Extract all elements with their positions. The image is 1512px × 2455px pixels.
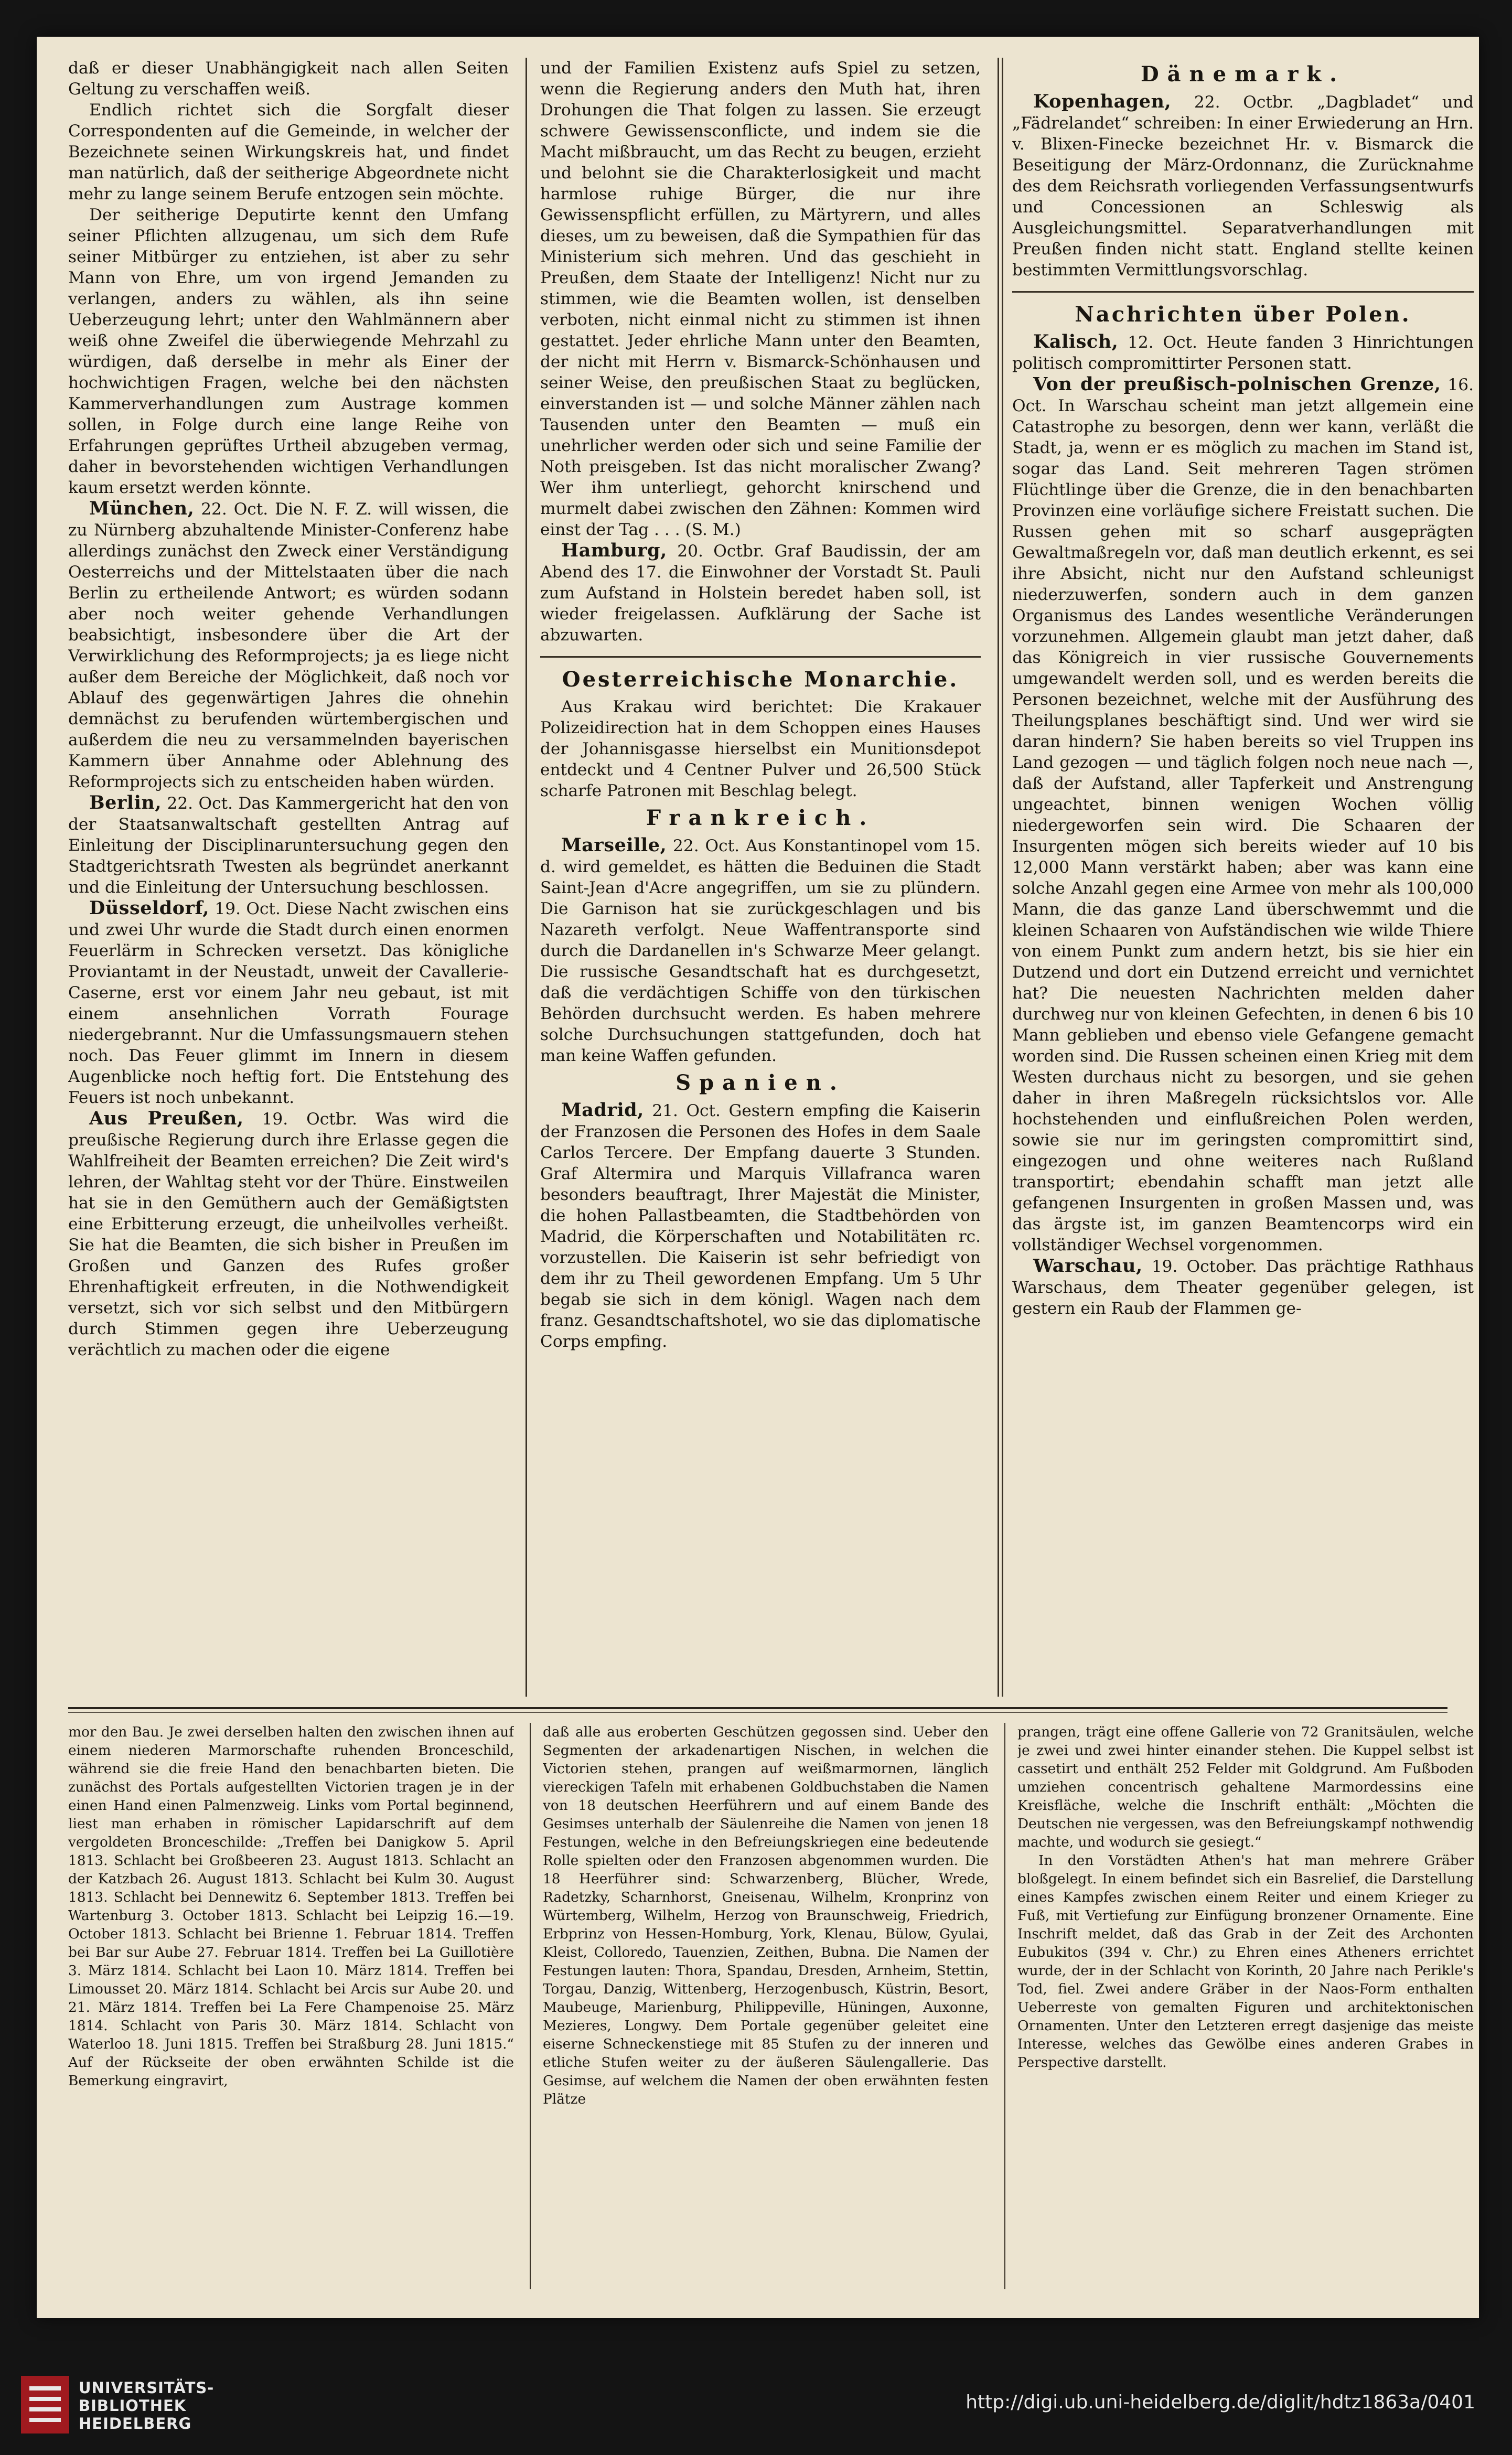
feuilleton-paragraph: daß alle aus eroberten Geschützen gegossen sind. Ueber den Segmenten der arkadenartigen Nischen, in welchen die Victorien stehen, prangen auf weißmarmornen, länglich viereckigen Tafeln mit erhabenen Goldbuchstaben die Namen von 18 deutschen Heerführern und auf einem Bande des Gesimses unterhalb der Säulenreihe die Namen von jenen 18 Festungen, welche in den Befreiungskriegen eine bedeutende Rolle spielten oder den Franzosen abgenommen wurden. Die 18 Heerführer sind: Schwarzenberg, Blücher, Wrede, Radetzky, Scharnhorst, Gneisenau, Wilhelm, Kronprinz von Würtemberg, Wilhelm, Herzog von Braunschweig, Friedrich, Erbprinz von Hessen-Homburg, York, Klenau, Bülow, Gyulai, Kleist, Colloredo, Tauenzien, Zeithen, Bubna. Die Namen der Festungen lauten: Thora, Spandau, Dresden, Arnheim, Stettin, Torgau, Danzig, Wittenberg, Herzogenbusch, Küstrin, Besort, Maubeuge, Marienburg, Philippeville, Hüningen, Auxonne, Mezieres, Longwy. Dem Portale gegenüber geleitet eine eiserne Schneckenstiege mit 85 Stufen zu der inneren und etliche Stufen weiter zu der äußeren Säulengallerie. Das Gesimse, auf welchem die Namen der oben erwähnten festen Plätze	[543, 1724, 989, 2107]
dateline-place: Hamburg,	[561, 540, 667, 561]
article-text: 19. October. Das prächtige Rathhaus Warschaus, dem Theater gegenüber gelegen, ist gestern ein Raub der Flammen ge-	[1012, 1257, 1474, 1318]
newspaper-page	[37, 37, 1479, 2318]
article-paragraph: daß er dieser Unabhängigkeit nach allen Seiten Geltung zu verschaffen weiß.	[68, 59, 509, 99]
article-text: 19. Octbr. Was wird die preußische Regierung durch ihre Erlasse gegen die Wahlfreiheit der Beamten erreichen? Die Zeit wird's lehren, der Wahltag steht vor der Thüre. Einstweilen hat sie in den Gemüthern auch der Gemäßigtsten eine Erbitterung erzeugt, die unheilvolles verheißt. Sie hat die Beamten, die sich bisher in Preußen im Großen und Ganzen des Rufes großer Ehrenhaftigkeit erfreuten, in die Nothwendigkeit versetzt, sich vor sich selbst und den Mitbürgern durch Stimmen gegen ihre Ueberzeugung verächtlich zu machen oder die eigene	[68, 1110, 509, 1359]
section-heading: Nachrichten über Polen.	[1075, 302, 1411, 327]
article-berlin	[68, 792, 509, 898]
article-marseille	[540, 835, 981, 1066]
section-oesterreich	[540, 656, 981, 696]
dateline-place: Düsseldorf,	[89, 897, 210, 919]
article-munchen	[68, 498, 509, 792]
article-kalisch	[1012, 331, 1474, 374]
feuilleton-divider-thin	[68, 1712, 1447, 1713]
library-name-line: BIBLIOTHEK	[79, 2397, 187, 2415]
article-text: 21. Oct. Gestern empfing die Kaiserin der Franzosen die Personen des Hofes in dem Saale Carlos Tercere. Der Empfang dauerte 3 Stunden. Graf Altermira und Marquis Villafranca waren besonders beauftragt, Ihrer Majestät die Minister, die hohen Pallastbeamten, die Stadtbehörden von Madrid, die Körperschaften und Notabilitäten rc. vorzustellen. Die Kaiserin ist sehr befriedigt von dem ihr zu Theil gewordenen Empfang. Um 5 Uhr begab sie sich in dem königl. Wagen nach dem franz. Gesandtschaftshotel, wo sie das diplomatische Corps empfing.	[540, 1101, 981, 1351]
article-kopenhagen	[1012, 91, 1474, 281]
column-3	[1012, 58, 1474, 1697]
section-heading: Oesterreichische Monarchie.	[562, 667, 959, 692]
dateline-place: Marseille,	[561, 834, 667, 856]
article-text: 22. Oct. Die N. F. Z. will wissen, die zu Nürnberg abzuhaltende Minister-Conferenz habe allerdings zunächst den Zweck einer Verständigung Oesterreichs und der Mittelstaaten über die nach Berlin zu ertheilende Antwort; es würden sodann aber noch weiter gehende Verhandlungen beabsichtigt, insbesondere über die Art der Verwirklichung des Reformprojects; ja es liege nicht außer dem Bereiche der Möglichkeit, daß noch vor Ablauf des gegenwärtigen Jahres die ohnehin demnächst zu berufenden würtembergischen und außerdem die neu zu versammelnden bayerischen Kammern über Annahme oder Ablehnung des Reformprojects sich zu entscheiden haben würden.	[68, 500, 509, 791]
feuilleton-columns	[68, 1723, 1474, 2289]
library-seal-icon	[21, 2376, 69, 2433]
feuilleton-divider	[68, 1707, 1447, 1709]
feuilleton-paragraph: In den Vorstädten Athen's hat man mehrere Gräber bloßgelegt. In einem befindet sich ein Basrelief, die Darstellung eines Kampfes zwischen einem Reiter und einem Krieger zu Fuß, mit Vertiefung zur Einfügung bronzener Ornamente. Eine Inschrift meldet, daß das Grab in der Zeit des Archonten Eubukitos (394 v. Chr.) zu Ehren eines Atheners errichtet wurde, der in der Schlacht von Korinth, 20 Jahre nach Perikle's Tod, fiel. Zwei andere Gräber in der Naos-Form enthalten Ueberreste von gemalten Figuren und architektonischen Ornamenten. Unter den Letzteren erregt dasjenige das meiste Interesse, welches das Gewölbe eines anderen Grabes in Perspective darstellt.	[1017, 1852, 1474, 2071]
article-text: 22. Oct. Das Kammergericht hat den von der Staatsanwaltschaft gestellten Antrag auf Einleitung der Disciplinaruntersuchung gegen den Stadtgerichtsrath Twesten als begründet anerkannt und die Einleitung der Untersuchung beschlossen.	[68, 794, 509, 897]
library-name-line: HEIDELBERG	[79, 2415, 192, 2432]
article-preussen	[68, 1108, 509, 1360]
section-heading: Dänemark.	[1140, 62, 1346, 87]
library-name-line: UNIVERSITÄTS-	[79, 2379, 215, 2397]
column-divider	[1002, 58, 1003, 1697]
column-divider	[1004, 1723, 1005, 2289]
article-madrid	[540, 1100, 981, 1352]
article-dusseldorf	[68, 898, 509, 1108]
dateline-place: Kopenhagen,	[1033, 91, 1172, 112]
dateline-place: München,	[89, 498, 195, 519]
column-1	[68, 58, 509, 1697]
top-columns	[68, 58, 1474, 1697]
article-warschau	[1012, 1256, 1474, 1319]
article-grenze	[1012, 374, 1474, 1256]
section-heading: Spanien.	[675, 1070, 845, 1095]
section-polen	[1012, 291, 1474, 331]
feuilleton-paragraph: prangen, trägt eine offene Gallerie von 72 Granitsäulen, welche je zwei und zwei hinter einander stehen. Die Kuppel selbst ist cassetirt und enthält 252 Felder mit Goldgrund. Am Fußboden umziehen concentrisch gehaltene Marmordessins eine Kreisfläche, welche die Inschrift enthält: „Möchten die Deutschen nie vergessen, was den Befreiungskampf nothwendig machte, und wodurch sie gesiegt.“	[1017, 1724, 1474, 1850]
article-paragraph: Endlich richtet sich die Sorgfalt dieser Correspondenten auf die Gemeinde, in welcher der Bezeichnete seinen Wirkungskreis hat, und findet man natürlich, daß der seitherige Abgeordnete nicht mehr zu lange seinem Berufe entzogen sein möchte.	[68, 101, 509, 203]
column-divider	[998, 58, 999, 1697]
feuilleton-column-3	[1017, 1723, 1474, 2289]
article-hamburg	[540, 540, 981, 646]
article-paragraph: und der Familien Existenz aufs Spiel zu setzen, wenn die Regierung anders den Muth hat, ihren Drohungen die That folgen zu lassen. Sie erzeugt schwere Gewissensconflicte, und indem sie die Macht mißbraucht, um das Recht zu beugen, erzieht und belohnt sie die Charakterlosigkeit und macht harmlose ruhige Bürger, die nur ihre Gewissenspflicht erfüllen, zu Märtyrern, und alles dieses, um zu beweisen, daß die Sympathien für das Ministerium sich mehren. Und das geschieht in Preußen, dem Staate der Intelligenz! Nicht nur zu stimmen, wie die Beamten wollen, ist denselben verboten, nicht einmal nicht zu stimmen ist ihnen gestattet. Jeder ehrliche Mann unter den Beamten, der nicht mit Herrn v. Bismarck-Schönhausen und seiner Weise, den preußischen Staat zu beglücken, einverstanden ist — und solche Männer zählen nach Tausenden unter den Beamten — muß ein unehrlicher werden oder sich und seine Familie der Noth preisgeben. Ist das nicht moralischer Zwang? Wer ihm unterliegt, gehorcht knirschend und murmelt dabei zwischen den Zähnen: Kommen wird einst der Tag . . . (S. M.)	[540, 59, 981, 539]
article-text: 22. Oct. Aus Konstantinopel vom 15. d. wird gemeldet, es hätten die Beduinen die Stadt Saint-Jean d'Acre angegriffen, um sie zu plündern. Die Garnison hat sie zurückgeschlagen und bis Nazareth verfolgt. Neue Waffentransporte sind durch die Dardanellen in's Schwarze Meer gelangt. Die russische Gesandtschaft hat es durchgesetzt, daß die verdächtigen Schiffe von den türkischen Behörden durchsucht werden. Es haben mehrere solche Durchsuchungen stattgefunden, doch hat man keine Waffen gefunden.	[540, 837, 981, 1065]
library-name	[79, 2379, 214, 2432]
dateline-place: Von der preußisch-polnischen Grenze,	[1033, 373, 1441, 395]
article-text: 12. Oct. Heute fanden 3 Hinrichtungen politisch compromittirter Personen statt.	[1012, 333, 1474, 373]
feuilleton-column-1	[68, 1723, 514, 2289]
feuilleton-column-2	[543, 1723, 989, 2289]
article-paragraph: Der seitherige Deputirte kennt den Umfang seiner Pflichten allzugenau, um sich dem Rufe seiner Mitbürger zu entziehen, ist aber zu sehr Mann von Ehre, um von irgend Jemanden zu verlangen, anders zu wählen, als ihn seine Ueberzeugung lehrt; unter den Wahlmännern aber weiß ohne Zweifel die überwiegende Mehrzahl zu würdigen, daß derselbe in mehr als Einer der hochwichtigen Fragen, welche bei den nächsten Kammerverhandlungen zum Austrage kommen sollen, in Folge durch eine lange Reihe von Erfahrungen geprüftes Urtheil abzugeben vermag, daher in bevorstehenden wichtigen Verhandlungen kaum ersetzt werden könnte.	[68, 206, 509, 497]
column-2	[540, 58, 981, 1697]
section-heading: Frankreich.	[646, 806, 875, 830]
article-text: 20. Octbr. Graf Baudissin, der am Abend des 17. die Einwohner der Vorstadt St. Pauli zum Aufstand in Holstein beredet haben soll, ist wieder freigelassen. Aufklärung der Sache ist abzuwarten.	[540, 542, 981, 645]
dateline-place: Kalisch,	[1033, 331, 1119, 352]
article-text: 22. Octbr. „Dagbladet“ und „Fädrelandet“ schreiben: In einer Erwiederung an Hrn. v. Blixen-Finecke bezeichnet Hr. v. Bismarck die Beseitigung der März-Ordonnanz, die Zurücknahme des dem Reichsrath vorliegenden Verfassungsentwurfs und Concessionen an Schleswig als Ausgleichungsmittel. Separatverhandlungen mit Preußen finden nicht statt. England stellte keinen bestimmten Vermittlungsvorschlag.	[1012, 93, 1474, 280]
dateline-place: Madrid,	[561, 1099, 644, 1121]
article-krakau: Aus Krakau wird berichtet: Die Krakauer Polizeidirection hat in dem Schoppen eines Hauses der Johannisgasse hierselbst ein Munitionsdepot entdeckt und 4 Centner Pulver und 26,500 Stück scharfe Patronen mit Beschlag belegt.	[540, 698, 981, 800]
permalink-url[interactable]: http://digi.ub.uni-heidelberg.de/diglit/hdtz1863a/0401	[966, 2392, 1475, 2413]
column-divider	[526, 58, 527, 1697]
article-text: 16. Oct. In Warschau scheint man jetzt allgemein eine Catastrophe zu besorgen, denn wer kann, verläßt die Stadt, ja, wenn er es möglich zu machen im Stand ist, sogar das Land. Seit mehreren Tagen strömen Flüchtlinge über die Grenze, die in den benachbarten Provinzen eine vorläufige sichere Freistatt suchen. Die Russen gehen mit so scharf ausgeprägten Gewaltmaßregeln vor, daß man deutlich erkennt, es sei ihre Absicht, nicht nur den Aufstand schleunigst niederzuwerfen, sondern auch in dem ganzen Organismus des Landes wesentliche Veränderungen vorzunehmen. Allgemein glaubt man jetzt daher, daß das Königreich in vier russische Gouvernements umgewandelt werden soll, und es werden bereits die Personen bezeichnet, welche mit der Ausführung des Theilungsplanes beschäftigt sind. Und wer wird sie daran hindern? Sie haben bereits so viel Truppen ins Land gezogen — und täglich folgen noch neue nach —, daß der Aufstand, aller Tapferkeit und Anstrengung ungeachtet, binnen wenigen Wochen völlig niedergeworfen sein wird. Die Schaaren der Insurgenten mögen sich bereits wieder auf 10 bis 12,000 Mann verstärkt haben; aber was kann eine solche Anzahl gegen eine Armee von mehr als 100,000 Mann, die das ganze Land überschwemmt und die kleinen Schaaren von Aufständischen wie wilde Thiere von einem Punkt zum andern hetzt, bis sie hier ein Dutzend und dort ein Dutzend erreicht und vernichtet hat? Die neuesten Nachrichten melden daher durchweg nur von kleinen Gefechten, in denen 6 bis 10 Mann geblieben und ebenso viele Gefangene gemacht worden sind. Die Russen scheinen einen Krieg mit dem Westen durchaus nicht zu besorgen, und sie gehen daher in ihren Maßregeln rücksichtslos vor. Alle hochstehenden und einflußreichen Polen werden, sowie sie nur im geringsten compromittirt sind, eingezogen und ohne weiteres nach Rußland transportirt; ebendahin schafft man jetzt alle gefangenen Insurgenten in großen Massen und, was das ärgste ist, im ganzen Beamtencorps wird ein vollständiger Wechsel vorgenommen.	[1012, 376, 1474, 1255]
column-divider	[530, 1723, 531, 2289]
article-text: 19. Oct. Diese Nacht zwischen eins und zwei Uhr wurde die Stadt durch einen enormen Feuerlärm in Schrecken versetzt. Das königliche Proviantamt in der Neustadt, unweit der Cavallerie-Caserne, erst vor einem Jahr neu gebaut, ist mit einem ansehnlichen Vorrath Fourage niedergebrannt. Nur die Umfassungsmauern stehen noch. Das Feuer glimmt im Innern in diesem Augenblicke noch heftig fort. Die Entstehung des Feuers ist noch unbekannt.	[68, 899, 509, 1107]
dateline-place: Berlin,	[89, 792, 162, 813]
dateline-place: Warschau,	[1033, 1255, 1143, 1277]
dateline-place: Aus Preußen,	[89, 1108, 244, 1129]
library-logo[interactable]	[21, 2376, 241, 2433]
feuilleton-paragraph: mor den Bau. Je zwei derselben halten den zwischen ihnen auf einem niederen Marmorschafte ruhenden Bronceschild, während sie die freie Hand den benachbarten bieten. Die zunächst des Portals aufgestellten Victorien tragen je in der einen Hand einen Palmenzweig. Links vom Portal beginnend, liest man erhaben in römischer Lapidarschrift auf dem vergoldeten Bronceschilde: „Treffen bei Danigkow 5. April 1813. Schlacht bei Großbeeren 23. August 1813. Schlacht an der Katzbach 26. August 1813. Schlacht bei Kulm 30. August 1813. Schlacht bei Dennewitz 6. September 1813. Treffen bei Wartenburg 3. October 1813. Schlacht bei Leipzig 16.—19. October 1813. Schlacht bei Brienne 1. Februar 1814. Treffen bei Bar sur Aube 27. Februar 1814. Treffen bei La Guillotière 3. März 1814. Schlacht bei Laon 10. März 1814. Treffen bei Limousset 20. März 1814. Schlacht bei Arcis sur Aube 20. und 21. März 1814. Treffen bei La Fere Champenoise 25. März 1814. Schlacht von Paris 30. März 1814. Schlacht von Waterloo 18. Juni 1815. Treffen bei Straßburg 28. Juni 1815.“ Auf der Rückseite der oben erwähnten Schilde ist die Bemerkung eingravirt,	[68, 1724, 514, 2089]
